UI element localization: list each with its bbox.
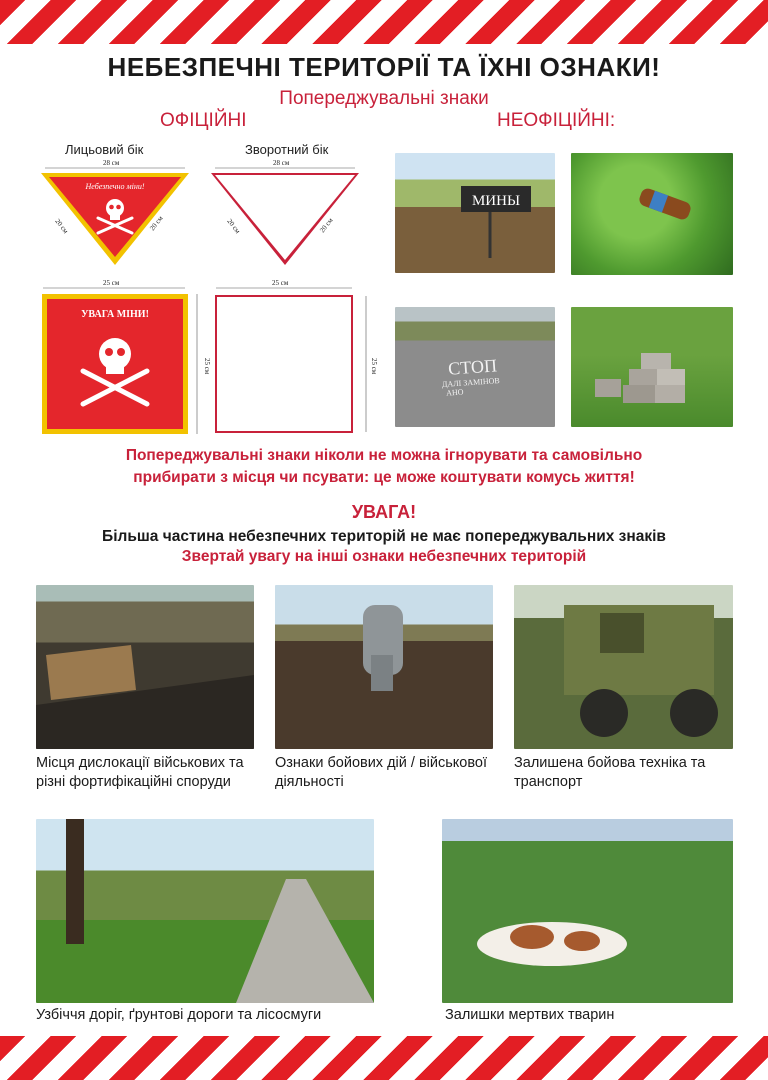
caption-roadside: Узбіччя доріг, ґрунтові дороги та лісосмуги <box>36 1007 322 1023</box>
triangle-sign-text: Небезпечно міни! <box>85 182 145 191</box>
attention-line-2: Звертай увагу на інші ознаки небезпечних територій <box>181 548 587 565</box>
bottom-stripe-border <box>0 1036 768 1080</box>
triangle-sign-front <box>35 155 200 275</box>
photo-combat-signs <box>275 585 493 749</box>
warning-line-1: Попереджувальні знаки ніколи не можна ігнорувати та самовільно <box>125 447 643 464</box>
dim-label: 20 см <box>148 214 165 233</box>
caption-fortifications: Місця дислокації військових та різні фортифікаційні споруди <box>36 755 244 790</box>
warning-line-2: прибирати з місця чи псувати: це може коштувати комусь життя! <box>133 469 635 486</box>
handmade-sign-text: МИНЫ <box>471 193 521 209</box>
caption-dead-animal: Залишки мертвих тварин <box>445 1007 615 1023</box>
photo-dead-animal <box>442 819 733 1003</box>
photo-bottle-in-grass <box>571 153 733 275</box>
caption-abandoned-vehicle: Залишена бойова техніка та транспорт <box>514 755 706 790</box>
dim-label: 25 см <box>103 279 120 287</box>
triangle-sign-back <box>205 155 370 275</box>
caption-combat-signs: Ознаки бойових дій / військової діяльності <box>275 755 487 790</box>
official-heading: ОФІЦІЙНІ <box>160 110 247 131</box>
dim-label: 25 см <box>203 358 211 375</box>
attention-heading: УВАГА! <box>351 502 417 522</box>
dim-label: 28 см <box>103 159 120 167</box>
dim-label: 28 см <box>273 159 290 167</box>
photo-roadside <box>36 819 374 1003</box>
road-text-2: ДАЛІ ЗАМІНОВ <box>441 376 500 390</box>
dim-label: 20 см <box>53 217 70 236</box>
dim-label: 25 см <box>272 279 289 287</box>
square-sign-front <box>35 276 215 436</box>
back-side-label: Зворотний бік <box>245 142 329 157</box>
dim-label: 25 см <box>370 358 378 375</box>
photo-fortifications <box>36 585 254 749</box>
photo-handmade-sign <box>395 153 555 273</box>
photo-stacked-stones <box>571 307 733 427</box>
dim-label: 20 см <box>225 217 242 236</box>
square-sign-back <box>210 276 390 436</box>
photo-road-painted-warning <box>395 307 555 427</box>
square-sign-text: УВАГА МІНИ! <box>81 309 149 320</box>
attention-line-1: Більша частина небезпечних територій не має попереджувальних знаків <box>102 528 666 545</box>
page-title: НЕБЕЗПЕЧНІ ТЕРИТОРІЇ ТА ЇХНІ ОЗНАКИ! <box>107 52 661 82</box>
road-text-3: АНО <box>445 387 464 398</box>
photo-abandoned-vehicle <box>514 585 733 749</box>
front-side-label: Лицьовий бік <box>65 142 144 157</box>
unofficial-heading: НЕОФІЦІЙНІ: <box>497 110 616 131</box>
section-subtitle: Попереджувальні знаки <box>279 88 489 109</box>
top-stripe-border <box>0 0 768 44</box>
dim-label: 20 см <box>318 216 335 235</box>
road-text: СТОП <box>447 355 498 379</box>
